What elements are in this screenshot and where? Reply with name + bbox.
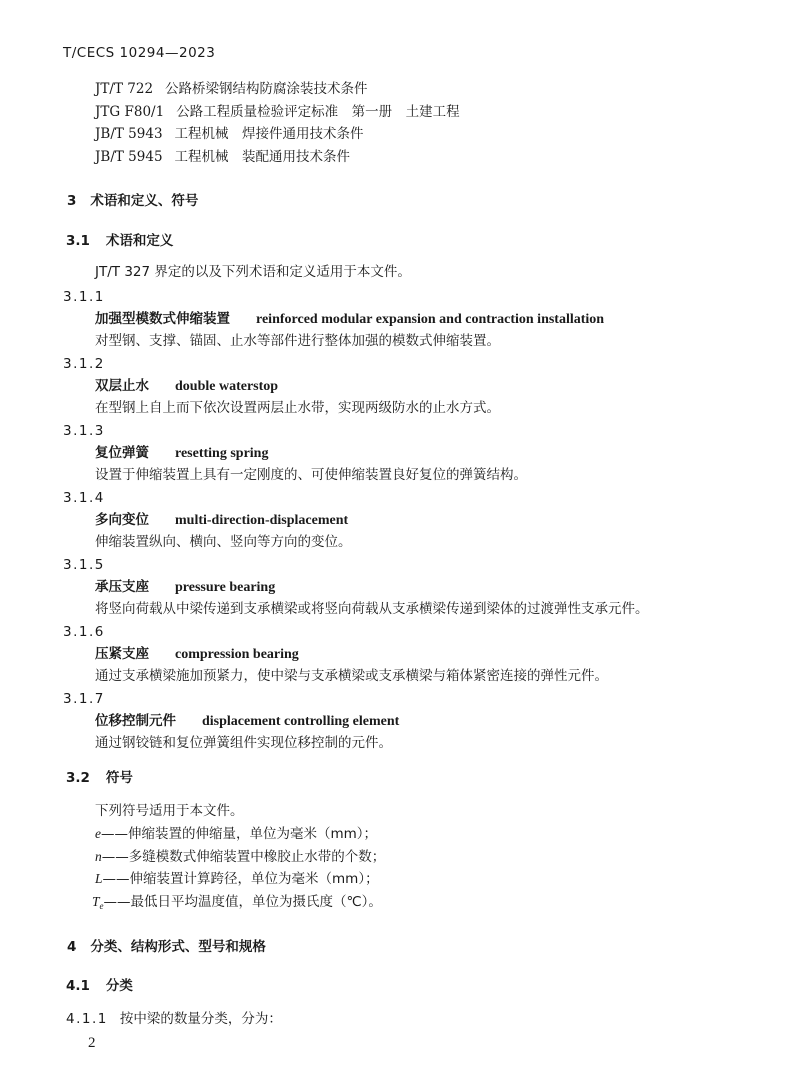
subsection-title: 符号 <box>105 770 133 786</box>
symbol-description: ——伸缩装置的伸缩量，单位为毫米（mm）； <box>101 826 378 842</box>
term-heading <box>95 578 275 597</box>
term-english: double waterstop <box>175 379 279 394</box>
term-chinese: 多向变位 <box>95 512 149 528</box>
term-chinese: 加强型模数式伸缩装置 <box>95 311 230 327</box>
symbol-entry <box>95 870 379 888</box>
term-heading <box>95 645 299 664</box>
term-number: 3.1.6 <box>63 624 105 640</box>
term-definition: 伸缩装置纵向、横向、竖向等方向的变位。 <box>95 534 352 550</box>
reference-item <box>95 80 368 98</box>
term-definition: 对型钢、支撑、锚固、止水等部件进行整体加强的模数式伸缩装置。 <box>95 333 500 349</box>
section-number: 4 <box>67 939 77 955</box>
term-heading <box>95 377 278 396</box>
term-heading <box>95 511 348 530</box>
reference-title: 公路工程质量检验评定标准 第一册 土建工程 <box>176 104 460 120</box>
reference-item <box>95 103 460 121</box>
symbol-description: ——伸缩装置计算跨径，单位为毫米（mm）； <box>102 871 379 887</box>
subsection-title: 术语和定义 <box>105 233 174 249</box>
symbol: L <box>95 871 103 886</box>
term-definition: 将竖向荷载从中梁传递到支承横梁或将竖向荷载从支承横梁传递到梁体的过渡弹性支承元件。 <box>95 601 649 617</box>
reference-code: JT/T 722 <box>95 81 154 97</box>
reference-code: JB/T 5945 <box>95 149 163 165</box>
term-english: resetting spring <box>175 446 269 461</box>
term-english: reinforced modular expansion and contraction installation <box>256 312 605 327</box>
symbol: T <box>92 894 100 909</box>
clause-number: 4.1.1 <box>66 1011 108 1027</box>
document-header: T/CECS 10294—2023 <box>63 45 216 61</box>
term-heading <box>95 444 268 463</box>
reference-title: 工程机械 装配通用技术条件 <box>174 149 351 165</box>
page-number: 2 <box>88 1035 96 1051</box>
term-definition: 通过支承横梁施加预紧力，使中梁与支承横梁或支承横梁与箱体紧密连接的弹性元件。 <box>95 668 608 684</box>
term-english: displacement controlling element <box>202 714 400 729</box>
term-heading <box>95 310 604 329</box>
subsection-heading <box>66 232 173 250</box>
section-title: 分类、结构形式、型号和规格 <box>90 939 266 955</box>
section-title: 术语和定义、符号 <box>90 193 199 209</box>
symbol: e <box>95 826 101 841</box>
reference-code: JTG F80/1 <box>95 104 165 120</box>
subsection-heading <box>66 977 133 995</box>
subsection-number: 4.1 <box>66 978 90 994</box>
term-number: 3.1.7 <box>63 691 105 707</box>
clause-text: 按中梁的数量分类，分为： <box>119 1011 282 1027</box>
symbol-entry <box>95 825 377 843</box>
symbol-entry <box>92 893 382 915</box>
reference-code: JB/T 5943 <box>95 126 163 142</box>
term-number: 3.1.5 <box>63 557 105 573</box>
subsection-intro: JT/T 327 界定的以及下列术语和定义适用于本文件。 <box>95 264 411 280</box>
symbol-entry <box>95 848 385 866</box>
term-definition: 通过钢铰链和复位弹簧组件实现位移控制的元件。 <box>95 735 392 751</box>
symbol: n <box>95 849 102 864</box>
subsection-intro: 下列符号适用于本文件。 <box>95 803 244 819</box>
symbol-subscript: e <box>99 901 104 911</box>
term-english: pressure bearing <box>175 580 276 595</box>
term-number: 3.1.1 <box>63 289 105 305</box>
subsection-number: 3.1 <box>66 233 90 249</box>
clause <box>66 1010 282 1028</box>
subsection-number: 3.2 <box>66 770 90 786</box>
subsection-title: 分类 <box>105 978 133 994</box>
reference-title: 工程机械 焊接件通用技术条件 <box>174 126 364 142</box>
section-heading <box>67 192 198 210</box>
term-chinese: 承压支座 <box>95 579 149 595</box>
term-definition: 在型钢上自上而下依次设置两层止水带，实现两级防水的止水方式。 <box>95 400 500 416</box>
term-number: 3.1.4 <box>63 490 105 506</box>
subsection-heading <box>66 769 133 787</box>
term-chinese: 复位弹簧 <box>95 445 149 461</box>
section-number: 3 <box>67 193 77 209</box>
term-chinese: 位移控制元件 <box>95 713 176 729</box>
term-chinese: 双层止水 <box>95 378 149 394</box>
reference-title: 公路桥梁钢结构防腐涂装技术条件 <box>165 81 368 97</box>
term-definition: 设置于伸缩装置上具有一定刚度的、可使伸缩装置良好复位的弹簧结构。 <box>95 467 527 483</box>
term-english: compression bearing <box>175 647 299 662</box>
reference-item <box>95 125 364 143</box>
term-number: 3.1.3 <box>63 423 105 439</box>
term-heading <box>95 712 399 731</box>
term-english: multi-direction-displacement <box>175 513 349 528</box>
symbol-description: ——多缝模数式伸缩装置中橡胶止水带的个数； <box>101 849 386 865</box>
section-heading <box>67 938 266 956</box>
symbol-description: ——最低日平均温度值，单位为摄氏度（℃）。 <box>103 894 382 910</box>
term-chinese: 压紧支座 <box>95 646 149 662</box>
term-number: 3.1.2 <box>63 356 105 372</box>
reference-item <box>95 148 350 166</box>
